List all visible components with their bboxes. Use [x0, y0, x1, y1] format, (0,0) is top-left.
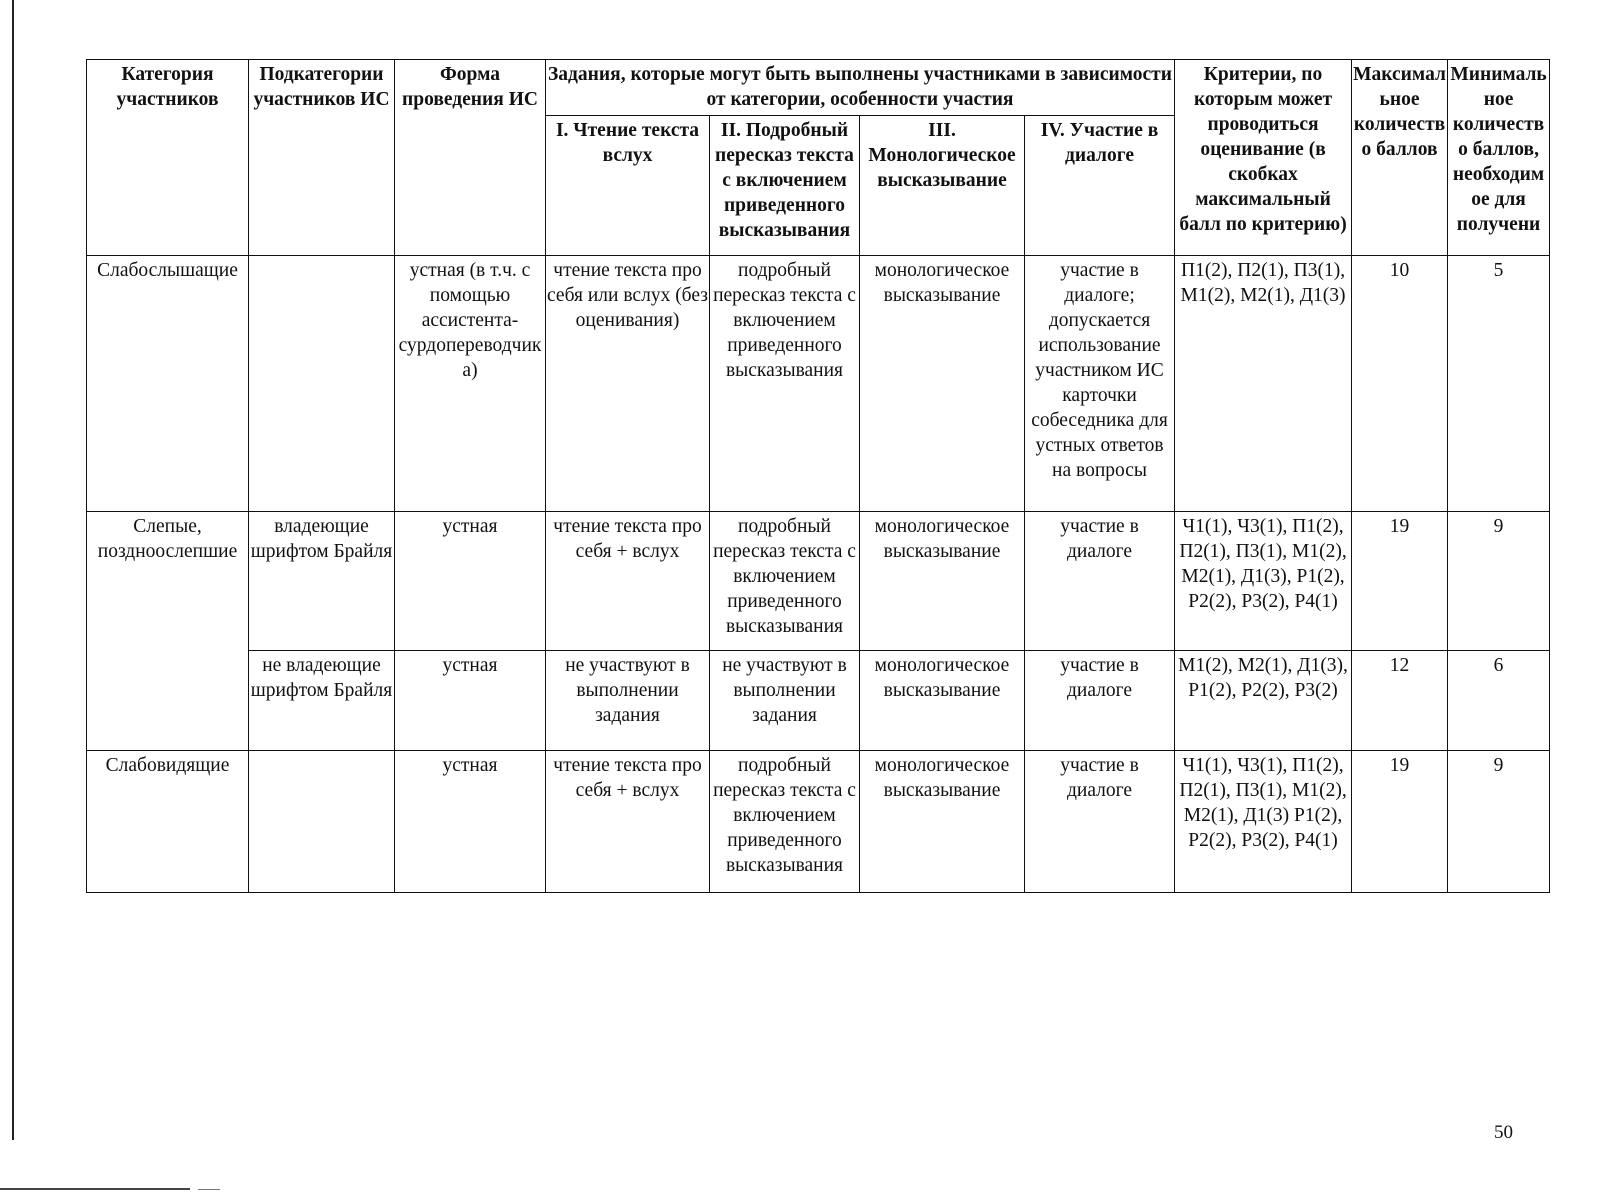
participants-table — [86, 59, 1550, 893]
header-min-score: Минимальное количество баллов, необходимое для получени — [1448, 60, 1550, 256]
table-row — [87, 512, 1550, 651]
header-tasks: Задания, которые могут быть выполнены участниками в зависимости от категории, особенности участия — [546, 60, 1175, 116]
cell-task-reading: чтение текста про себя + вслух — [546, 512, 710, 651]
cell-max-score: 19 — [1352, 751, 1448, 893]
cell-criteria: П1(2), П2(1), П3(1), М1(2), М2(1), Д1(3) — [1175, 256, 1352, 512]
cell-task-retelling: подробный пересказ текста с включением приведенного высказывания — [710, 256, 860, 512]
header-task-monologue: III. Монологическое высказывание — [860, 116, 1025, 256]
cell-max-score: 19 — [1352, 512, 1448, 651]
cell-criteria: Ч1(1), Ч3(1), П1(2), П2(1), П3(1), М1(2), М2(1), Д1(3), Р1(2), Р2(2), Р3(2), Р4(1) — [1175, 512, 1352, 651]
header-subcategory: Подкатегории участников ИС — [249, 60, 395, 256]
cell-max-score: 12 — [1352, 651, 1448, 751]
cell-task-dialogue: участие в диалоге — [1025, 751, 1175, 893]
header-row-top — [87, 60, 1550, 116]
cell-task-retelling: не участвуют в выполнении задания — [710, 651, 860, 751]
cell-task-dialogue: участие в диалоге; допускается использование участником ИС карточки собеседника для устных ответов на вопросы — [1025, 256, 1175, 512]
cell-task-reading: чтение текста про себя или вслух (без оценивания) — [546, 256, 710, 512]
header-max-score: Максимальное количество баллов — [1352, 60, 1448, 256]
table-row — [87, 256, 1550, 512]
cell-category: Слабовидящие — [87, 751, 249, 893]
cell-subcategory — [249, 751, 395, 893]
header-task-dialogue: IV. Участие в диалоге — [1025, 116, 1175, 256]
table-row — [87, 651, 1550, 751]
cell-task-monologue: монологическое высказывание — [860, 651, 1025, 751]
cell-category: Слепые, поздноослепшие — [87, 512, 249, 751]
cell-criteria: М1(2), М2(1), Д1(3), Р1(2), Р2(2), Р3(2) — [1175, 651, 1352, 751]
table-row — [87, 751, 1550, 893]
header-criteria: Критерии, по которым может проводиться оценивание (в скобках максимальный балл по критерию) — [1175, 60, 1352, 256]
cell-form: устная — [395, 512, 546, 651]
header-task-reading: I. Чтение текста вслух — [546, 116, 710, 256]
cell-form: устная (в т.ч. с помощью ассистента-сурдопереводчика) — [395, 256, 546, 512]
cell-task-monologue: монологическое высказывание — [860, 512, 1025, 651]
cell-task-retelling: подробный пересказ текста с включением приведенного высказывания — [710, 751, 860, 893]
scan-edge-bottom-fragment — [198, 1189, 220, 1190]
cell-task-dialogue: участие в диалоге — [1025, 651, 1175, 751]
cell-min-score: 9 — [1448, 751, 1550, 893]
cell-task-monologue: монологическое высказывание — [860, 751, 1025, 893]
header-task-retelling: II. Подробный пересказ текста с включением приведенного высказывания — [710, 116, 860, 256]
cell-task-reading: не участвуют в выполнении задания — [546, 651, 710, 751]
cell-min-score: 9 — [1448, 512, 1550, 651]
cell-task-retelling: подробный пересказ текста с включением приведенного высказывания — [710, 512, 860, 651]
scan-edge-left — [12, 0, 14, 1140]
cell-criteria: Ч1(1), Ч3(1), П1(2), П2(1), П3(1), М1(2), М2(1), Д1(3) Р1(2), Р2(2), Р3(2), Р4(1) — [1175, 751, 1352, 893]
cell-min-score: 6 — [1448, 651, 1550, 751]
cell-form: устная — [395, 651, 546, 751]
scan-edge-bottom — [0, 1188, 190, 1190]
cell-task-reading: чтение текста про себя + вслух — [546, 751, 710, 893]
header-form: Форма проведения ИС — [395, 60, 546, 256]
cell-subcategory: не владеющие шрифтом Брайля — [249, 651, 395, 751]
page-number: 50 — [1494, 1122, 1513, 1143]
cell-category: Слабослышащие — [87, 256, 249, 512]
cell-subcategory — [249, 256, 395, 512]
cell-max-score: 10 — [1352, 256, 1448, 512]
cell-form: устная — [395, 751, 546, 893]
header-category: Категория участников — [87, 60, 249, 256]
cell-min-score: 5 — [1448, 256, 1550, 512]
cell-task-monologue: монологическое высказывание — [860, 256, 1025, 512]
cell-task-dialogue: участие в диалоге — [1025, 512, 1175, 651]
cell-subcategory: владеющие шрифтом Брайля — [249, 512, 395, 651]
